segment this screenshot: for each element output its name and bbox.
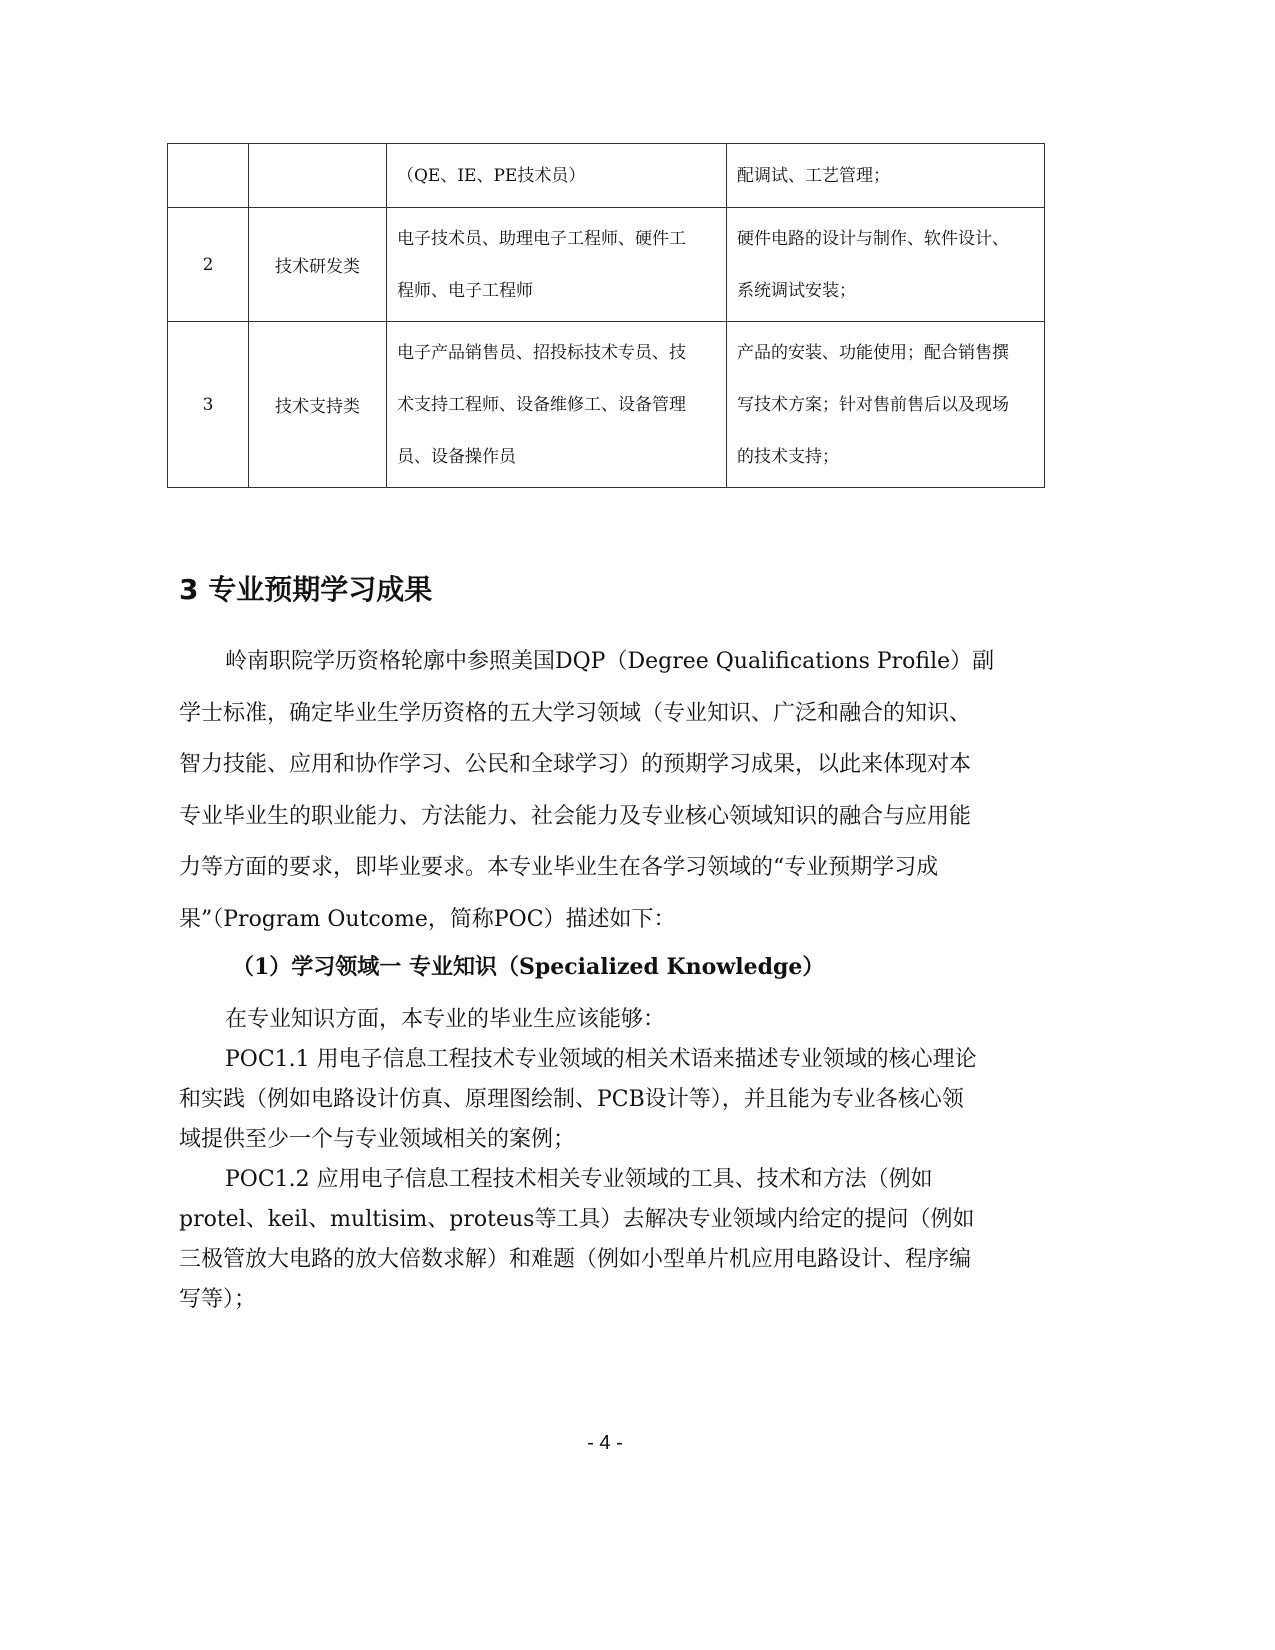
cell-category — [249, 144, 387, 208]
body-paragraph — [179, 1000, 1039, 1320]
text-line: 学士标准，确定毕业生学历资格的五大学习领域（专业知识、广泛和融合的知识、 — [179, 700, 972, 726]
cell-no — [168, 144, 249, 208]
table-row — [168, 144, 1045, 208]
text-line: 在专业知识方面，本专业的毕业生应该能够： — [225, 1007, 666, 1032]
text-line: 写等）； — [179, 1287, 257, 1312]
text-line: 程师、电子工程师 — [397, 280, 533, 301]
text-line: 系统调试安装； — [737, 280, 856, 301]
subsection-heading: （1）学习领域一 专业知识（Specialized Knowledge） — [232, 954, 825, 980]
text-line: 岭南职院学历资格轮廓中参照美国DQP（Degree Qualifications Profile）副 — [225, 649, 995, 674]
career-table — [167, 143, 1045, 488]
cell-tasks — [727, 208, 1045, 322]
text-line: 果”（Program Outcome，简称POC）描述如下： — [179, 906, 676, 932]
intro-paragraph — [179, 636, 1039, 945]
page-number: - 4 - — [587, 1432, 623, 1454]
section-heading: 3 专业预期学习成果 — [179, 573, 433, 606]
cell-positions — [387, 144, 727, 208]
cell-positions — [387, 322, 727, 488]
text-line: 的技术支持； — [737, 446, 839, 467]
table-row — [168, 208, 1045, 322]
text-line: （QE、IE、PE技术员） — [397, 165, 586, 186]
text-line: 智力技能、应用和协作学习、公民和全球学习）的预期学习成果，以此来体现对本 — [179, 752, 972, 777]
text-line: 三极管放大电路的放大倍数求解）和难题（例如小型单片机应用电路设计、程序编 — [179, 1247, 972, 1272]
text-line: 电子技术员、助理电子工程师、硬件工 — [397, 228, 686, 249]
text-line: 硬件电路的设计与制作、软件设计、 — [737, 228, 1009, 249]
text-line: 员、设备操作员 — [397, 446, 516, 467]
cell-category: 技术研发类 — [249, 208, 387, 322]
cell-category: 技术支持类 — [249, 322, 387, 488]
cell-tasks — [727, 144, 1045, 208]
text-line: POC1.1 用电子信息工程技术专业领域的相关术语来描述专业领域的核心理论 — [225, 1047, 977, 1072]
cell-no: 3 — [168, 322, 249, 488]
text-line: 和实践（例如电路设计仿真、原理图绘制、PCB设计等），并且能为专业各核心领 — [179, 1087, 964, 1112]
text-line: 域提供至少一个与专业领域相关的案例； — [179, 1127, 576, 1152]
text-line: protel、keil、multisim、proteus等工具）去解决专业领域内给定的提问（例如 — [179, 1207, 975, 1232]
text-line: 配调试、工艺管理； — [737, 165, 890, 186]
text-line: 专业毕业生的职业能力、方法能力、社会能力及专业核心领域知识的融合与应用能 — [179, 803, 972, 829]
cell-no: 2 — [168, 208, 249, 322]
cell-tasks — [727, 322, 1045, 488]
text-line: POC1.2 应用电子信息工程技术相关专业领域的工具、技术和方法（例如 — [225, 1167, 933, 1192]
text-line: 力等方面的要求，即毕业要求。本专业毕业生在各学习领域的“专业预期学习成 — [179, 855, 939, 880]
text-line: 电子产品销售员、招投标技术专员、技 — [397, 342, 686, 363]
cell-positions — [387, 208, 727, 322]
table-row — [168, 322, 1045, 488]
text-line: 产品的安装、功能使用；配合销售撰 — [737, 342, 1009, 363]
text-line: 写技术方案；针对售前售后以及现场 — [737, 394, 1009, 415]
text-line: 术支持工程师、设备维修工、设备管理 — [397, 394, 686, 415]
